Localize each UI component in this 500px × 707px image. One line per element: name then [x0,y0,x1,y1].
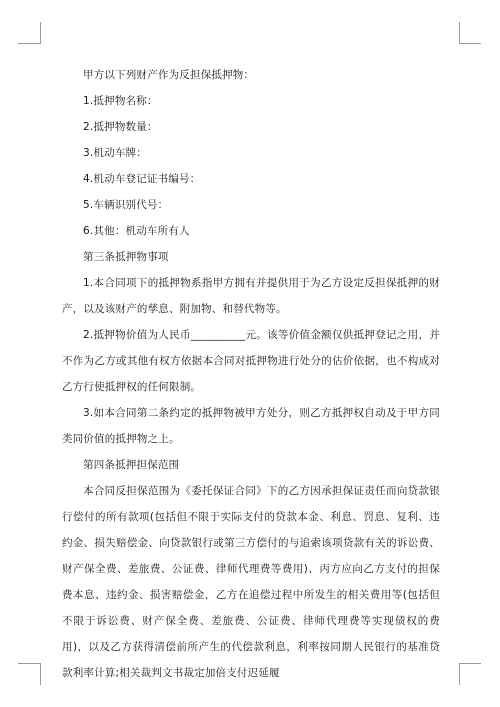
crop-mark-bottom-left [40,663,41,685]
crop-mark-top-right [459,43,481,44]
crop-mark-top-left [18,43,40,44]
crop-mark-top-left [40,22,41,44]
crop-mark-top-right [459,22,460,44]
amount-blank: __________ [190,329,246,341]
paragraph-2-text-before: 2.抵押物价值为人民币 [83,329,191,341]
paragraph-2-text-after: 元。该等价值金额仅供抵押登记之用，并不作为乙方或其他有权方依据本合同对抵押物进行处分的估价依据，也不构成对乙方行使抵押权的任何限制。 [62,329,440,393]
section-3-paragraph-1: 1.本合同项下的抵押物系指甲方拥有并提供用于为乙方设定反担保抵押的财产，以及该财产的孳息、附加物、和替代物等。 [62,277,440,315]
section-3-paragraph-2 [62,322,440,400]
item-vin: 5.车辆识别代号： [83,199,169,211]
item-registration-number: 4.机动车登记证书编号： [83,173,201,185]
item-vehicle-plate: 3.机动车牌： [83,147,147,159]
document-body [62,62,440,686]
intro-line: 甲方以下列财产作为反担保抵押物： [83,69,255,81]
item-collateral-quantity: 2.抵押物数量： [83,121,158,133]
section-4-heading: 第四条抵押担保范围 [83,459,180,471]
section-3-paragraph-3: 3.如本合同第二条约定的抵押物被甲方处分，则乙方抵押权自动及于甲方同类同价值的抵押物之上。 [62,407,440,445]
item-collateral-name: 1.抵押物名称： [83,95,158,107]
item-other: 6.其他：机动车所有人 [83,225,190,237]
crop-mark-bottom-right [459,663,460,685]
section-4-paragraph-1: 本合同反担保范围为《委托保证合同》下的乙方因承担保证责任而向贷款银行偿付的所有款项(包括但不限于实际支付的贷款本金、利息、罚息、复利、违约金、损失赔偿金、向贷款银行或第三方偿付的与追索该项贷款有关的诉讼费、财产保全费、差旅费、公证费、律师代理费等费用)、丙方应向乙方支付的担保费本息、违约金、损害赔偿金，乙方在追偿过程中所发生的相关费用等(包括但不限于诉讼费、财产保全费、差旅费、公证费、律师代理费等实现债权的费用)，以及乙方获得清偿前所产生的代偿款利息，利率按同期人民银行的基准贷款利率计算;相关裁判文书裁定加倍支付迟延履 [62,485,440,679]
section-3-heading: 第三条抵押物事项 [83,251,169,263]
crop-mark-bottom-right [459,663,481,664]
crop-mark-bottom-left [18,663,40,664]
